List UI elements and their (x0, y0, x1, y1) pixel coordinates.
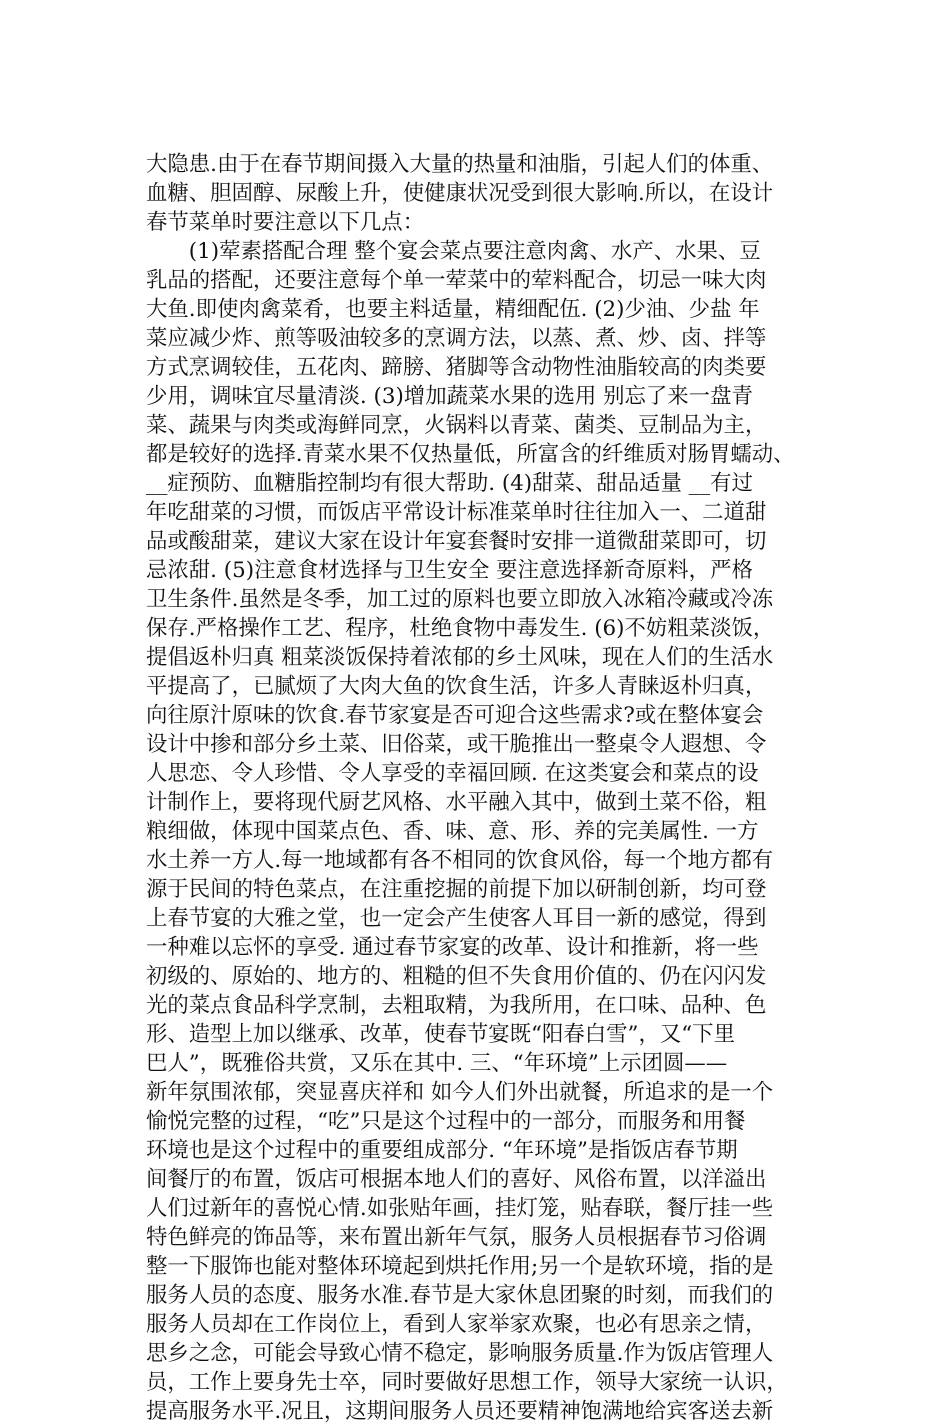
text-line: 环境也是这个过程中的重要组成部分. “年环境”是指饭店春节期 (146, 1138, 738, 1163)
text-line: 特色鲜亮的饰品等，来布置出新年气氛，服务人员根据春节习俗调 (146, 1225, 767, 1250)
text-line: 源于民间的特色菜点，在注重挖掘的前提下加以研制创新，均可登 (146, 877, 767, 902)
text-line: 形、造型上加以继承、改革，使春节宴既“阳春白雪”，又“下里 (146, 1022, 735, 1047)
text-line: 光的菜点食品科学烹制，去粗取精，为我所用，在口味、品种、色 (146, 993, 767, 1018)
text-line: 水土养一方人.每一地域都有各不相同的饮食风俗，每一个地方都有 (146, 848, 774, 873)
text-line: 平提高了，已腻烦了大肉大鱼的饮食生活，许多人青睐返朴归真， (146, 674, 767, 699)
text-line: 服务人员却在工作岗位上，看到人家举家欢聚，也必有思亲之情， (146, 1312, 767, 1337)
text-line: 年吃甜菜的习惯，而饭店平常设计标准菜单时往往加入一、二道甜 (146, 500, 767, 525)
text-line: 菜、蔬果与肉类或海鲜同烹，火锅料以青菜、菌类、豆制品为主， (146, 413, 767, 438)
text-line: 上春节宴的大雅之堂，也一定会产生使客人耳目一新的感觉，得到 (146, 906, 767, 931)
text-line: 人思恋、令人珍惜、令人享受的幸福回顾. 在这类宴会和菜点的设 (146, 761, 759, 786)
text-line: 设计中掺和部分乡土菜、旧俗菜，或干脆推出一整桌令人遐想、令 (146, 732, 767, 757)
text-line: 菜应减少炸、煎等吸油较多的烹调方法，以蒸、煮、炒、卤、拌等 (146, 326, 767, 351)
text-line: 提高服务水平.况且，这期间服务人员还要精神饱满地给宾客送去新 (146, 1399, 774, 1424)
text-line: 思乡之念，可能会导致心情不稳定，影响服务质量.作为饭店管理人 (146, 1341, 774, 1366)
text-line: 人们过新年的喜悦心情.如张贴年画，挂灯笼，贴春联，餐厅挂一些 (146, 1196, 774, 1221)
text-line: 服务人员的态度、服务水准.春节是大家休息团聚的时刻，而我们的 (146, 1283, 774, 1308)
text-line: 大鱼.即使肉禽菜肴，也要主料适量，精细配伍. (2)少油、少盐 年 (146, 297, 760, 322)
text-line: 方式烹调较佳，五花肉、蹄膀、猪脚等含动物性油脂较高的肉类要 (146, 355, 767, 380)
text-line: 春节菜单时要注意以下几点： (146, 210, 425, 235)
text-line: 一种难以忘怀的享受. 通过春节家宴的改革、设计和推新，将一些 (146, 935, 759, 960)
text-line: 提倡返朴归真 粗菜淡饭保持着浓郁的乡土风味，现在人们的生活水 (146, 645, 774, 670)
text-line: 大隐患.由于在春节期间摄入大量的热量和油脂，引起人们的体重、 (146, 152, 774, 177)
text-line: 愉悦完整的过程，“吃”只是这个过程中的一部分，而服务和用餐 (146, 1109, 746, 1134)
text-line: 少用，调味宜尽量清淡. (3)增加蔬菜水果的选用 别忘了来一盘青 (146, 384, 753, 409)
text-line: 保存.严格操作工艺、程序，杜绝食物中毒发生. (6)不妨粗菜淡饭， (146, 616, 775, 641)
body-text (146, 150, 806, 1426)
text-line: 初级的、原始的、地方的、粗糙的但不失食用价值的、仍在闪闪发 (146, 964, 767, 989)
text-line: 整一下服饰也能对整体环境起到烘托作用;另一个是软环境，指的是 (146, 1254, 774, 1279)
text-line: 都是较好的选择.青菜水果不仅热量低，所富含的纤维质对肠胃蠕动、 (146, 442, 795, 467)
text-line: __症预防、血糖脂控制均有很大帮助. (4)甜菜、甜品适量 __有过 (146, 471, 753, 496)
text-line: 血糖、胆固醇、尿酸上升，使健康状况受到很大影响.所以，在设计 (146, 181, 774, 206)
text-line: 员，工作上要身先士卒，同时要做好思想工作，领导大家统一认识， (146, 1370, 788, 1395)
text-line: 间餐厅的布置，饭店可根据本地人们的喜好、风俗布置，以洋溢出 (146, 1167, 767, 1192)
text-line: 巴人”，既雅俗共赏，又乐在其中. 三、“年环境”上示团圆—— (146, 1051, 728, 1076)
text-line: 计制作上，要将现代厨艺风格、水平融入其中，做到土菜不俗，粗 (146, 790, 767, 815)
text-line: 向往原汁原味的饮食.春节家宴是否可迎合这些需求?或在整体宴会 (146, 703, 764, 728)
text-line: 新年氛围浓郁，突显喜庆祥和 如今人们外出就餐，所追求的是一个 (146, 1080, 774, 1105)
text-line: 粮细做，体现中国菜点色、香、味、意、形、养的完美属性. 一方 (146, 819, 759, 844)
text-line: 忌浓甜. (5)注意食材选择与卫生安全 要注意选择新奇原料，严格 (146, 558, 753, 583)
text-line: 卫生条件.虽然是冬季，加工过的原料也要立即放入冰箱冷藏或冷冻 (146, 587, 774, 612)
text-line: (1)荤素搭配合理 整个宴会菜点要注意肉禽、水产、水果、豆 (146, 239, 761, 264)
text-line: 乳品的搭配，还要注意每个单一荤菜中的荤料配合，切忌一味大肉 (146, 268, 767, 293)
text-line: 品或酸甜菜，建议大家在设计年宴套餐时安排一道微甜菜即可，切 (146, 529, 767, 554)
